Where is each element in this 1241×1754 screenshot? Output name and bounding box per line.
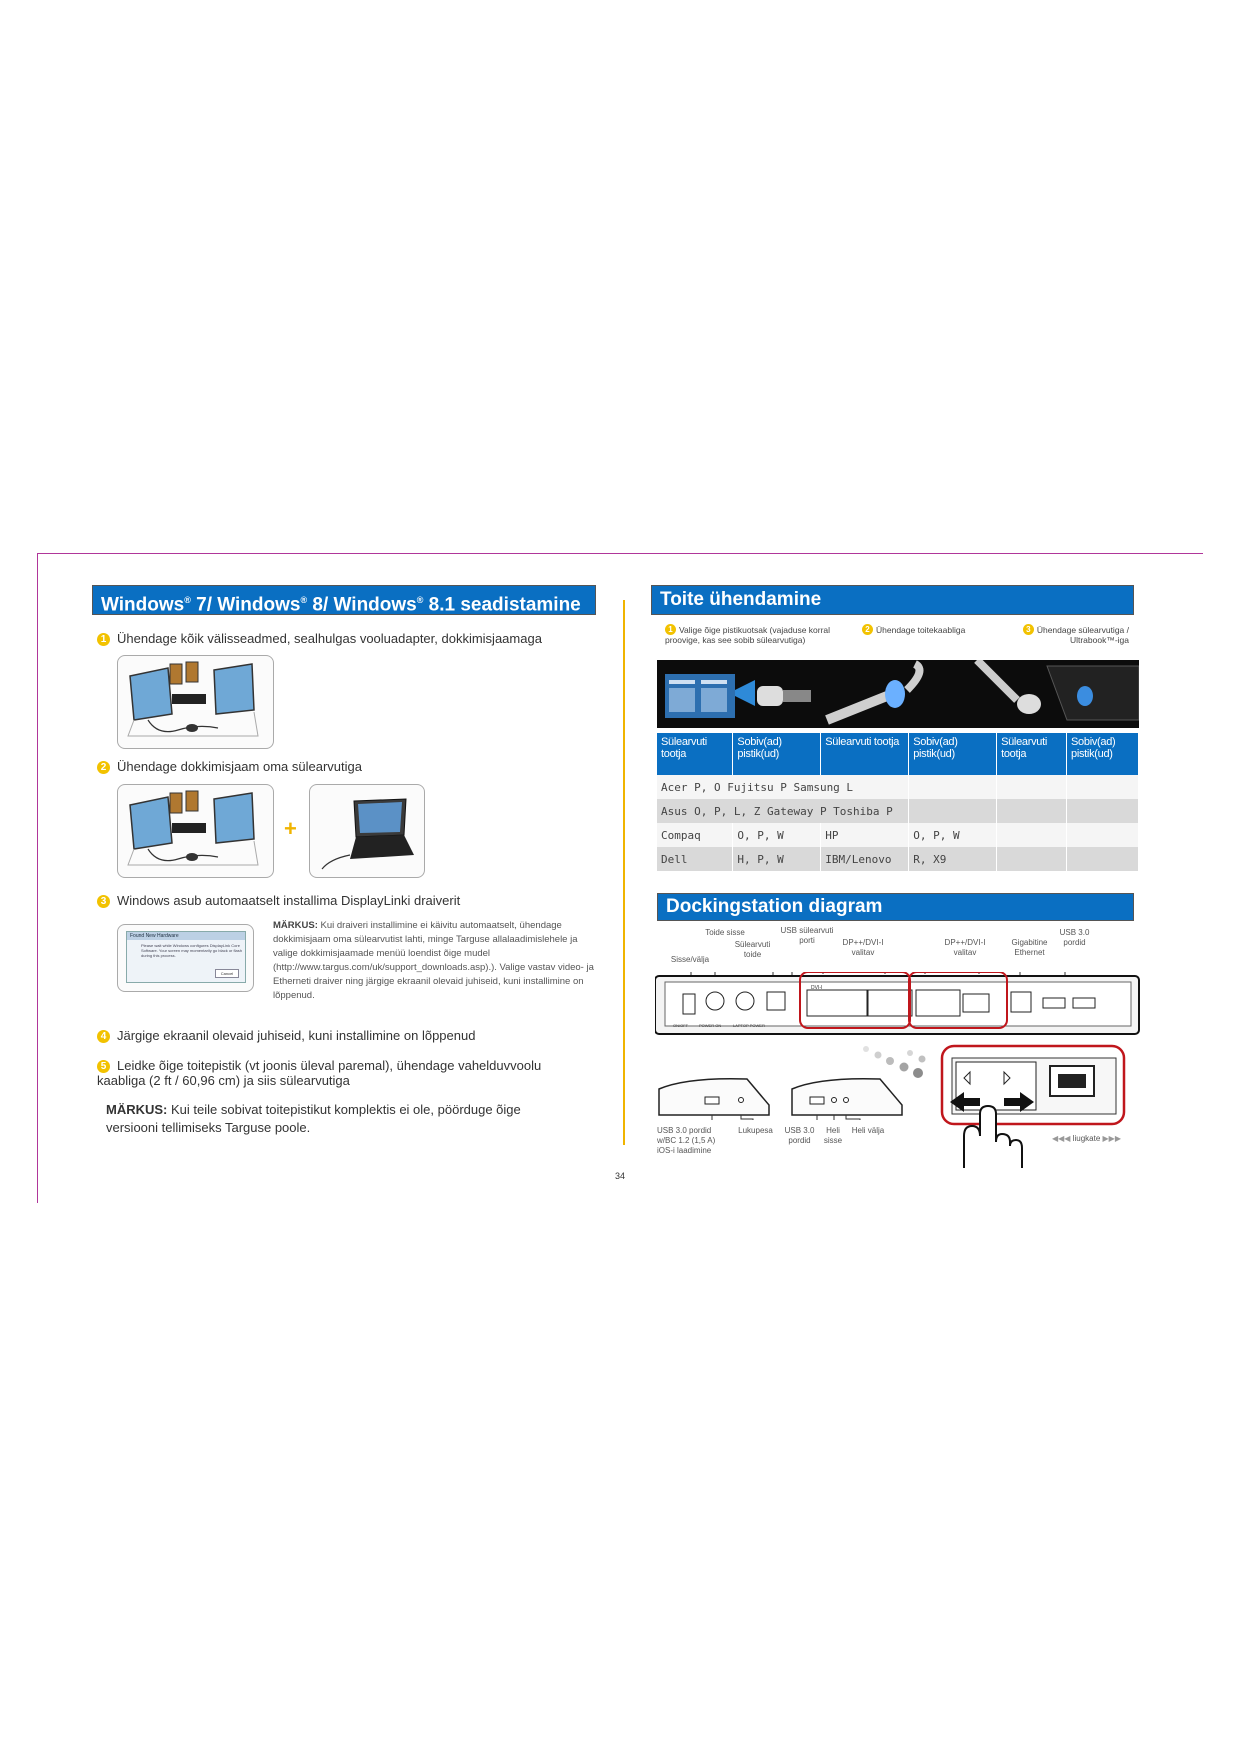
table-header: Sobiv(ad) pistik(ud) (733, 733, 821, 775)
table-cell: HP (821, 823, 909, 847)
table-cell: Compaq (657, 823, 733, 847)
table-cell: IBM/Lenovo (821, 847, 909, 871)
step-number-badge: 2 (97, 761, 110, 774)
peripherals-illustration (117, 655, 274, 749)
label-dp-dvi-1: DP++/DVI-I valitav (842, 938, 884, 957)
table-header: Sülearvuti tootja (657, 733, 733, 775)
table-row (657, 823, 1139, 847)
table-header: Sülearvuti tootja (997, 733, 1067, 775)
table-cell (997, 799, 1067, 823)
table-cell: O, P, W (909, 823, 997, 847)
label-lukupesa: Lukupesa (738, 1126, 773, 1135)
table-cell (997, 823, 1067, 847)
power-step-3: 3 Ühendage sülearvutiga / Ultrabook™-iga (1004, 624, 1129, 645)
page-number: 34 (615, 1171, 626, 1181)
dock-right-side-view (790, 1075, 905, 1120)
slide-cover-label: ◀◀◀ liugkate ▶▶▶ (1052, 1134, 1121, 1143)
column-divider (623, 600, 625, 1145)
table-row (657, 799, 1139, 823)
table-cell: Acer P, O Fujitsu P Samsung L (657, 775, 909, 799)
dock-left-side-view (657, 1075, 772, 1120)
table-cell (909, 775, 997, 799)
label-gigabitine: Gigabitine Ethernet (1011, 938, 1048, 957)
step-4: 4 Järgige ekraanil olevaid juhiseid, kuni installimine on lõppenud (97, 1028, 475, 1043)
laptop-power-label: LAPTOP POWER (733, 1023, 765, 1028)
step-number-badge: 1 (97, 633, 110, 646)
table-cell (997, 847, 1067, 871)
power-tip-note: MÄRKUS: Kui teile sobivat toitepistikut komplektis ei ole, pöörduge õige versiooni tellimiseks Targuse poole. (106, 1102, 521, 1135)
table-row (657, 847, 1139, 871)
table-cell: Asus O, P, L, Z Gateway P Toshiba P (657, 799, 909, 823)
laptop-illustration (309, 784, 425, 878)
windows-setup-header: Windows® 7/ Windows® 8/ Windows® 8.1 seadistamine (92, 585, 596, 615)
docking-diagram-header: Dockingstation diagram (657, 893, 1134, 921)
label-dp-dvi-2: DP++/DVI-I valitav (944, 938, 986, 957)
dock-illustration (117, 784, 274, 878)
label-usb30-bc: USB 3.0 pordid w/BC 1.2 (1,5 A) iOS-i laadimine (657, 1126, 716, 1155)
install-dialog-illustration (117, 924, 254, 992)
step-2: 2 Ühendage dokkimisjaam oma sülearvutiga (97, 759, 362, 774)
table-cell (1067, 823, 1139, 847)
switch-label: ON/OFF (673, 1023, 689, 1028)
step-number-badge: 3 (97, 895, 110, 908)
label-toide-sisse: Toide sisse (705, 928, 745, 937)
table-cell (997, 775, 1067, 799)
table-cell: O, P, W (733, 823, 821, 847)
step-5: 5 Leidke õige toitepistik (vt joonis üleval paremal), ühendage vahelduvvoolu kaabliga (2 ft / 60,96 cm) ja siis sülearvutiga (97, 1058, 542, 1088)
table-cell: H, P, W (733, 847, 821, 871)
step-number-badge: 5 (97, 1060, 110, 1073)
power-step-2: 2 Ühendage toitekaabliga (862, 624, 1002, 635)
label-heli-sisse: Heli sisse (823, 1126, 843, 1145)
page-frame-left-line (37, 553, 38, 1203)
plus-sign: + (284, 816, 297, 841)
power-connection-photo (657, 660, 1139, 728)
label-usb30-pordid: USB 3.0 pordid (784, 1126, 815, 1145)
label-sisse-valja: Sisse/välja (670, 955, 710, 964)
power-step-1: 1 Valige õige pistikuotsak (vajaduse korral proovige, kas see sobib sülearvutiga) (665, 625, 831, 645)
table-header: Sobiv(ad) pistik(ud) (909, 733, 997, 775)
table-row (657, 775, 1139, 799)
table-header: Sobiv(ad) pistik(ud) (1067, 733, 1139, 775)
step-1: 1 Ühendage kõik välisseadmed, sealhulgas vooluadapter, dokkimisjaamaga (97, 631, 542, 646)
plug-compatibility-table (657, 733, 1139, 871)
dialog-text: Please wait while Windows configures DisplayLink Core Software. Your screen may momentarily go black or flash during this process. (141, 943, 242, 958)
step-3: 3 Windows asub automaatselt installima DisplayLinki draiverit (97, 893, 460, 908)
table-cell: Dell (657, 847, 733, 871)
page-frame-top-line (37, 553, 1203, 554)
table-cell: R, X9 (909, 847, 997, 871)
label-usb-sulearvuti-porti: USB sülearvuti porti (780, 926, 834, 945)
table-header: Sülearvuti tootja (821, 733, 909, 775)
table-cell (1067, 775, 1139, 799)
power-connection-header: Toite ühendamine (651, 585, 1134, 615)
label-sulearvuti-toide: Sülearvuti toide (734, 940, 771, 959)
label-heli-valja: Heli välja (851, 1126, 885, 1135)
dialog-cancel-button: Cancel (215, 969, 239, 978)
driver-note: MÄRKUS: Kui draiveri installimine ei käivitu automaatselt, ühendage dokkimisjaam oma sülearvutist lahti, minge Targuse allalaadimislehele ja valige dokkimisjaamade menüü loendist õige mudel (http://www.targus.com/uk/support_downloads.asp).). Valige vastav video- ja Etherneti draiver ning järgige ekraanil olevaid juhiseid, kuni installimine on lõppenud. (273, 920, 594, 1001)
dialog-title: Found New Hardware (127, 932, 245, 940)
table-cell (1067, 847, 1139, 871)
dvi-port-label: DVI-I (811, 985, 823, 991)
power-on-label: POWER ON (699, 1023, 722, 1028)
sliding-cover-detail (940, 1044, 1130, 1174)
step-number-badge: 4 (97, 1030, 110, 1043)
dock-rear-panel (655, 972, 1141, 1039)
table-cell (1067, 799, 1139, 823)
table-cell (909, 799, 997, 823)
label-usb30-top: USB 3.0 pordid (1059, 928, 1090, 947)
